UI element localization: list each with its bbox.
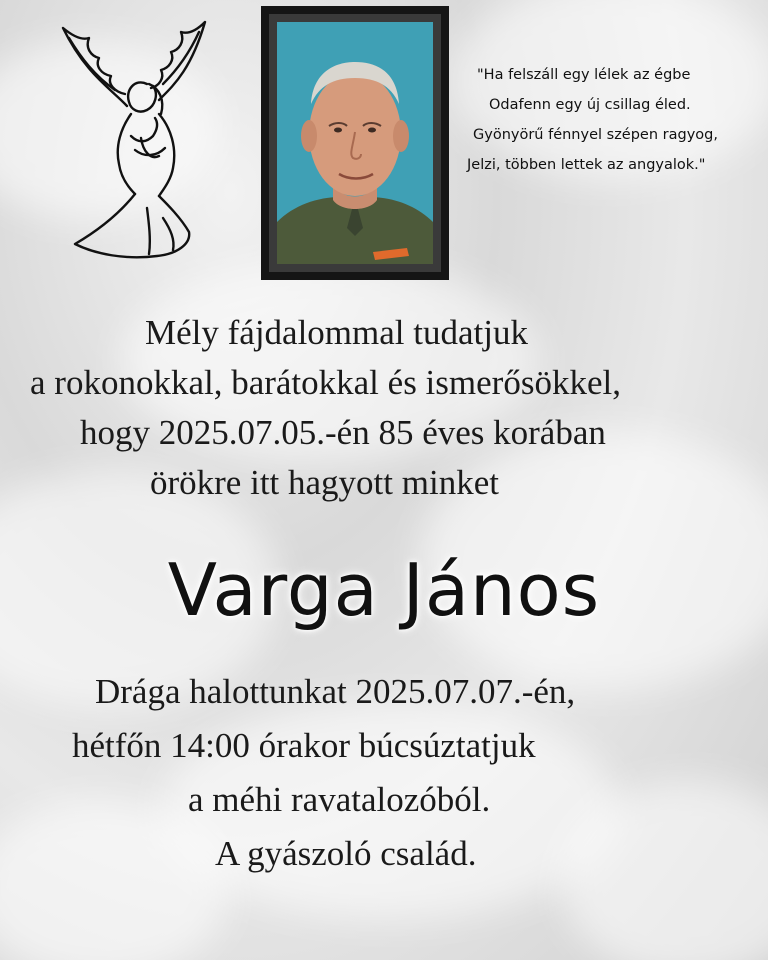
deceased-name: Varga János xyxy=(167,548,601,632)
poem xyxy=(455,60,765,180)
poem-line: Gyönyörű fénnyel szépen ragyog, xyxy=(473,127,718,143)
detail-line: Drága halottunkat 2025.07.07.-én, xyxy=(95,672,576,711)
intro-line: örökre itt hagyott minket xyxy=(150,463,499,502)
portrait-photo xyxy=(277,22,433,264)
intro-line: Mély fájdalommal tudatjuk xyxy=(145,313,528,352)
portrait-frame xyxy=(261,6,449,280)
poem-line: Jelzi, többen lettek az angyalok." xyxy=(467,157,706,173)
intro-line: a rokonokkal, barátokkal és ismerősökkel, xyxy=(30,363,621,402)
poem-line: Odafenn egy új csillag éled. xyxy=(489,97,691,113)
detail-line: a méhi ravatalozóból. xyxy=(188,780,491,819)
signature-line: A gyászoló család. xyxy=(215,834,477,873)
intro-line: hogy 2025.07.05.-én 85 éves korában xyxy=(80,413,606,452)
angel-icon xyxy=(55,18,215,273)
announcement-intro xyxy=(0,308,768,508)
funeral-details xyxy=(0,665,768,881)
detail-line: hétfőn 14:00 órakor búcsúztatjuk xyxy=(72,726,536,765)
poem-line: "Ha felszáll egy lélek az égbe xyxy=(477,67,691,83)
